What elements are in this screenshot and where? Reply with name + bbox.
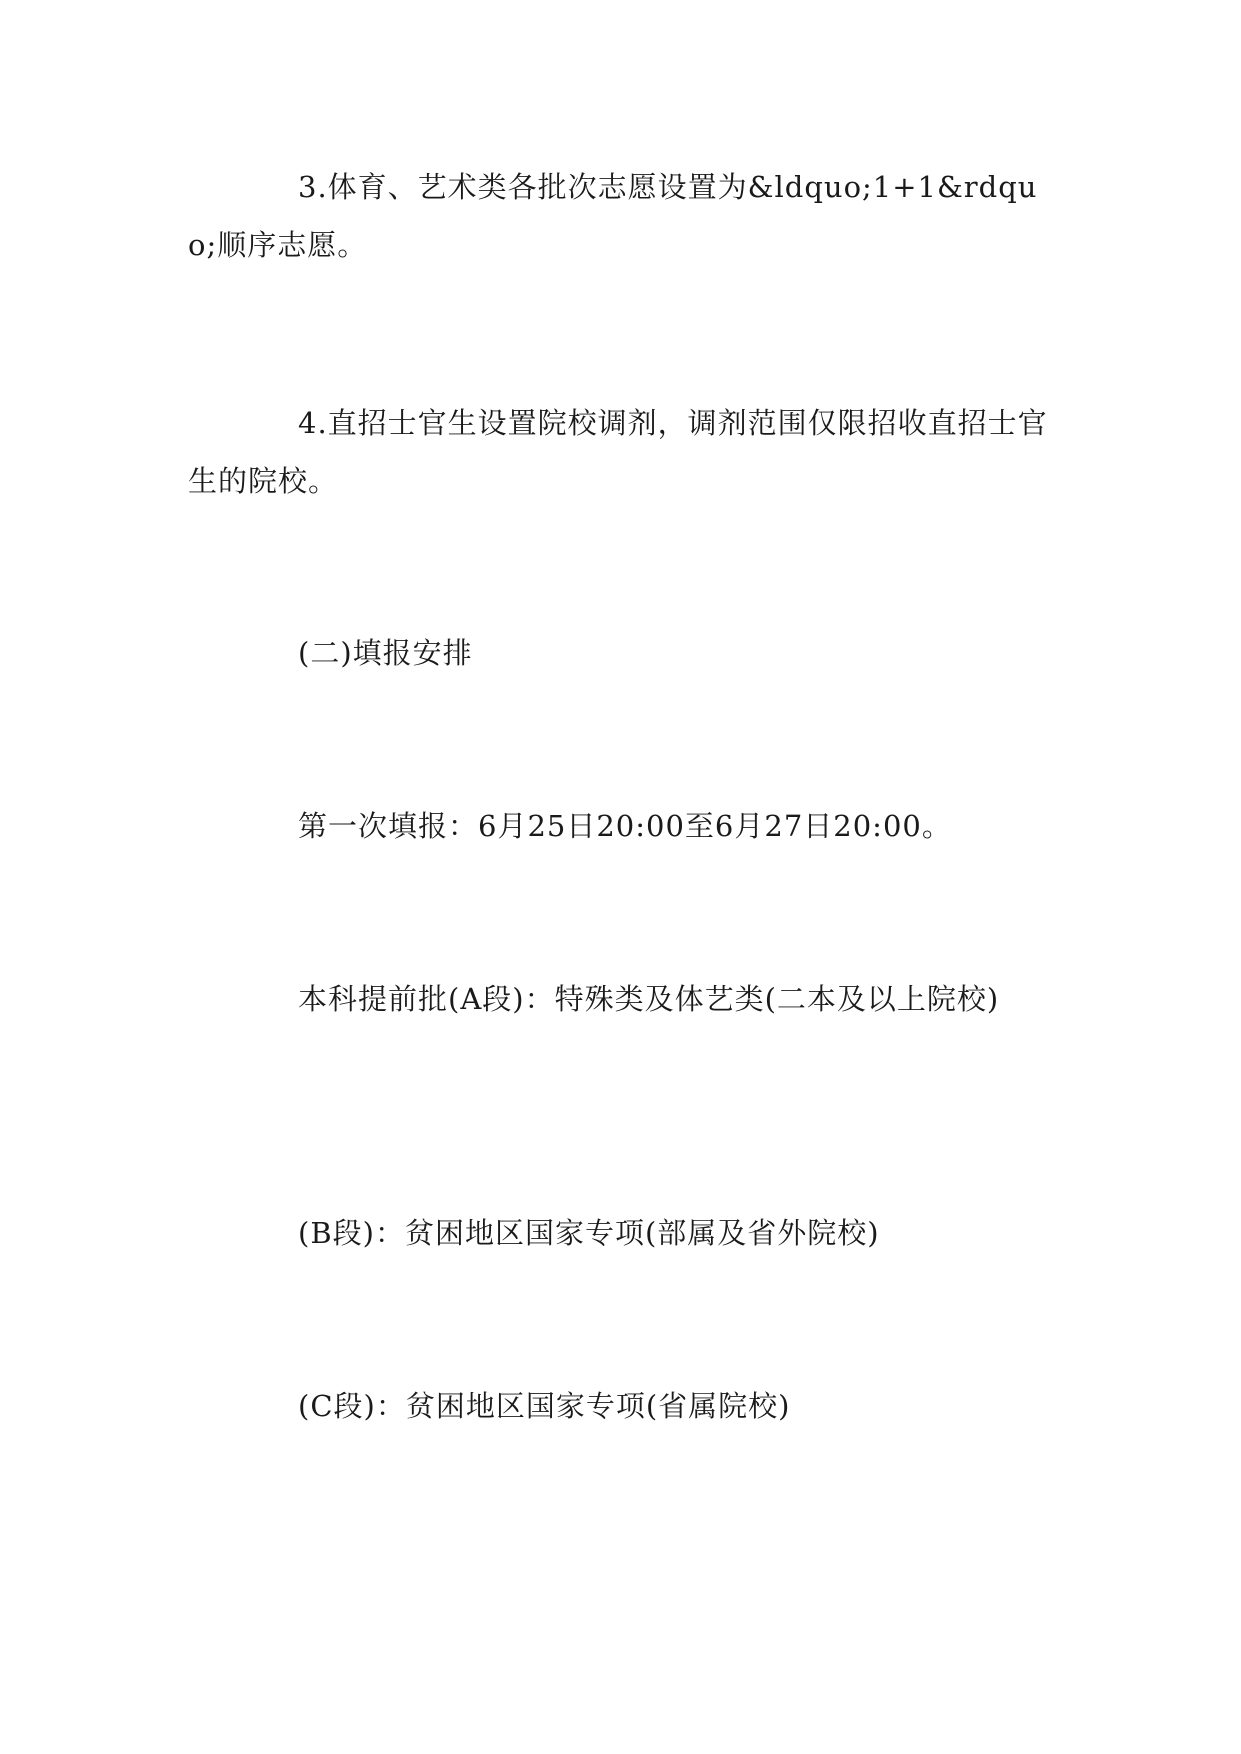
paragraph-early-batch-a: 本科提前批(A段)：特殊类及体艺类(二本及以上院校) — [298, 982, 1000, 1016]
paragraph-first-filling-period: 第一次填报：6月25日20:00至6月27日20:00。 — [298, 809, 952, 843]
paragraph-sergeant-adjustment: 4.直招士官生设置院校调剂，调剂范围仅限招收直招士官生的院校。 — [188, 406, 1048, 498]
paragraph-art-sports-volunteer: 3.体育、艺术类各批次志愿设置为&ldquo;1+1&rdquo;顺序志愿。 — [188, 170, 1038, 262]
paragraph-segment-b: (B段)：贫困地区国家专项(部属及省外院校) — [298, 1216, 880, 1250]
section-heading-filling-arrangement: (二)填报安排 — [298, 636, 473, 670]
paragraph-segment-c: (C段)：贫困地区国家专项(省属院校) — [298, 1389, 791, 1423]
